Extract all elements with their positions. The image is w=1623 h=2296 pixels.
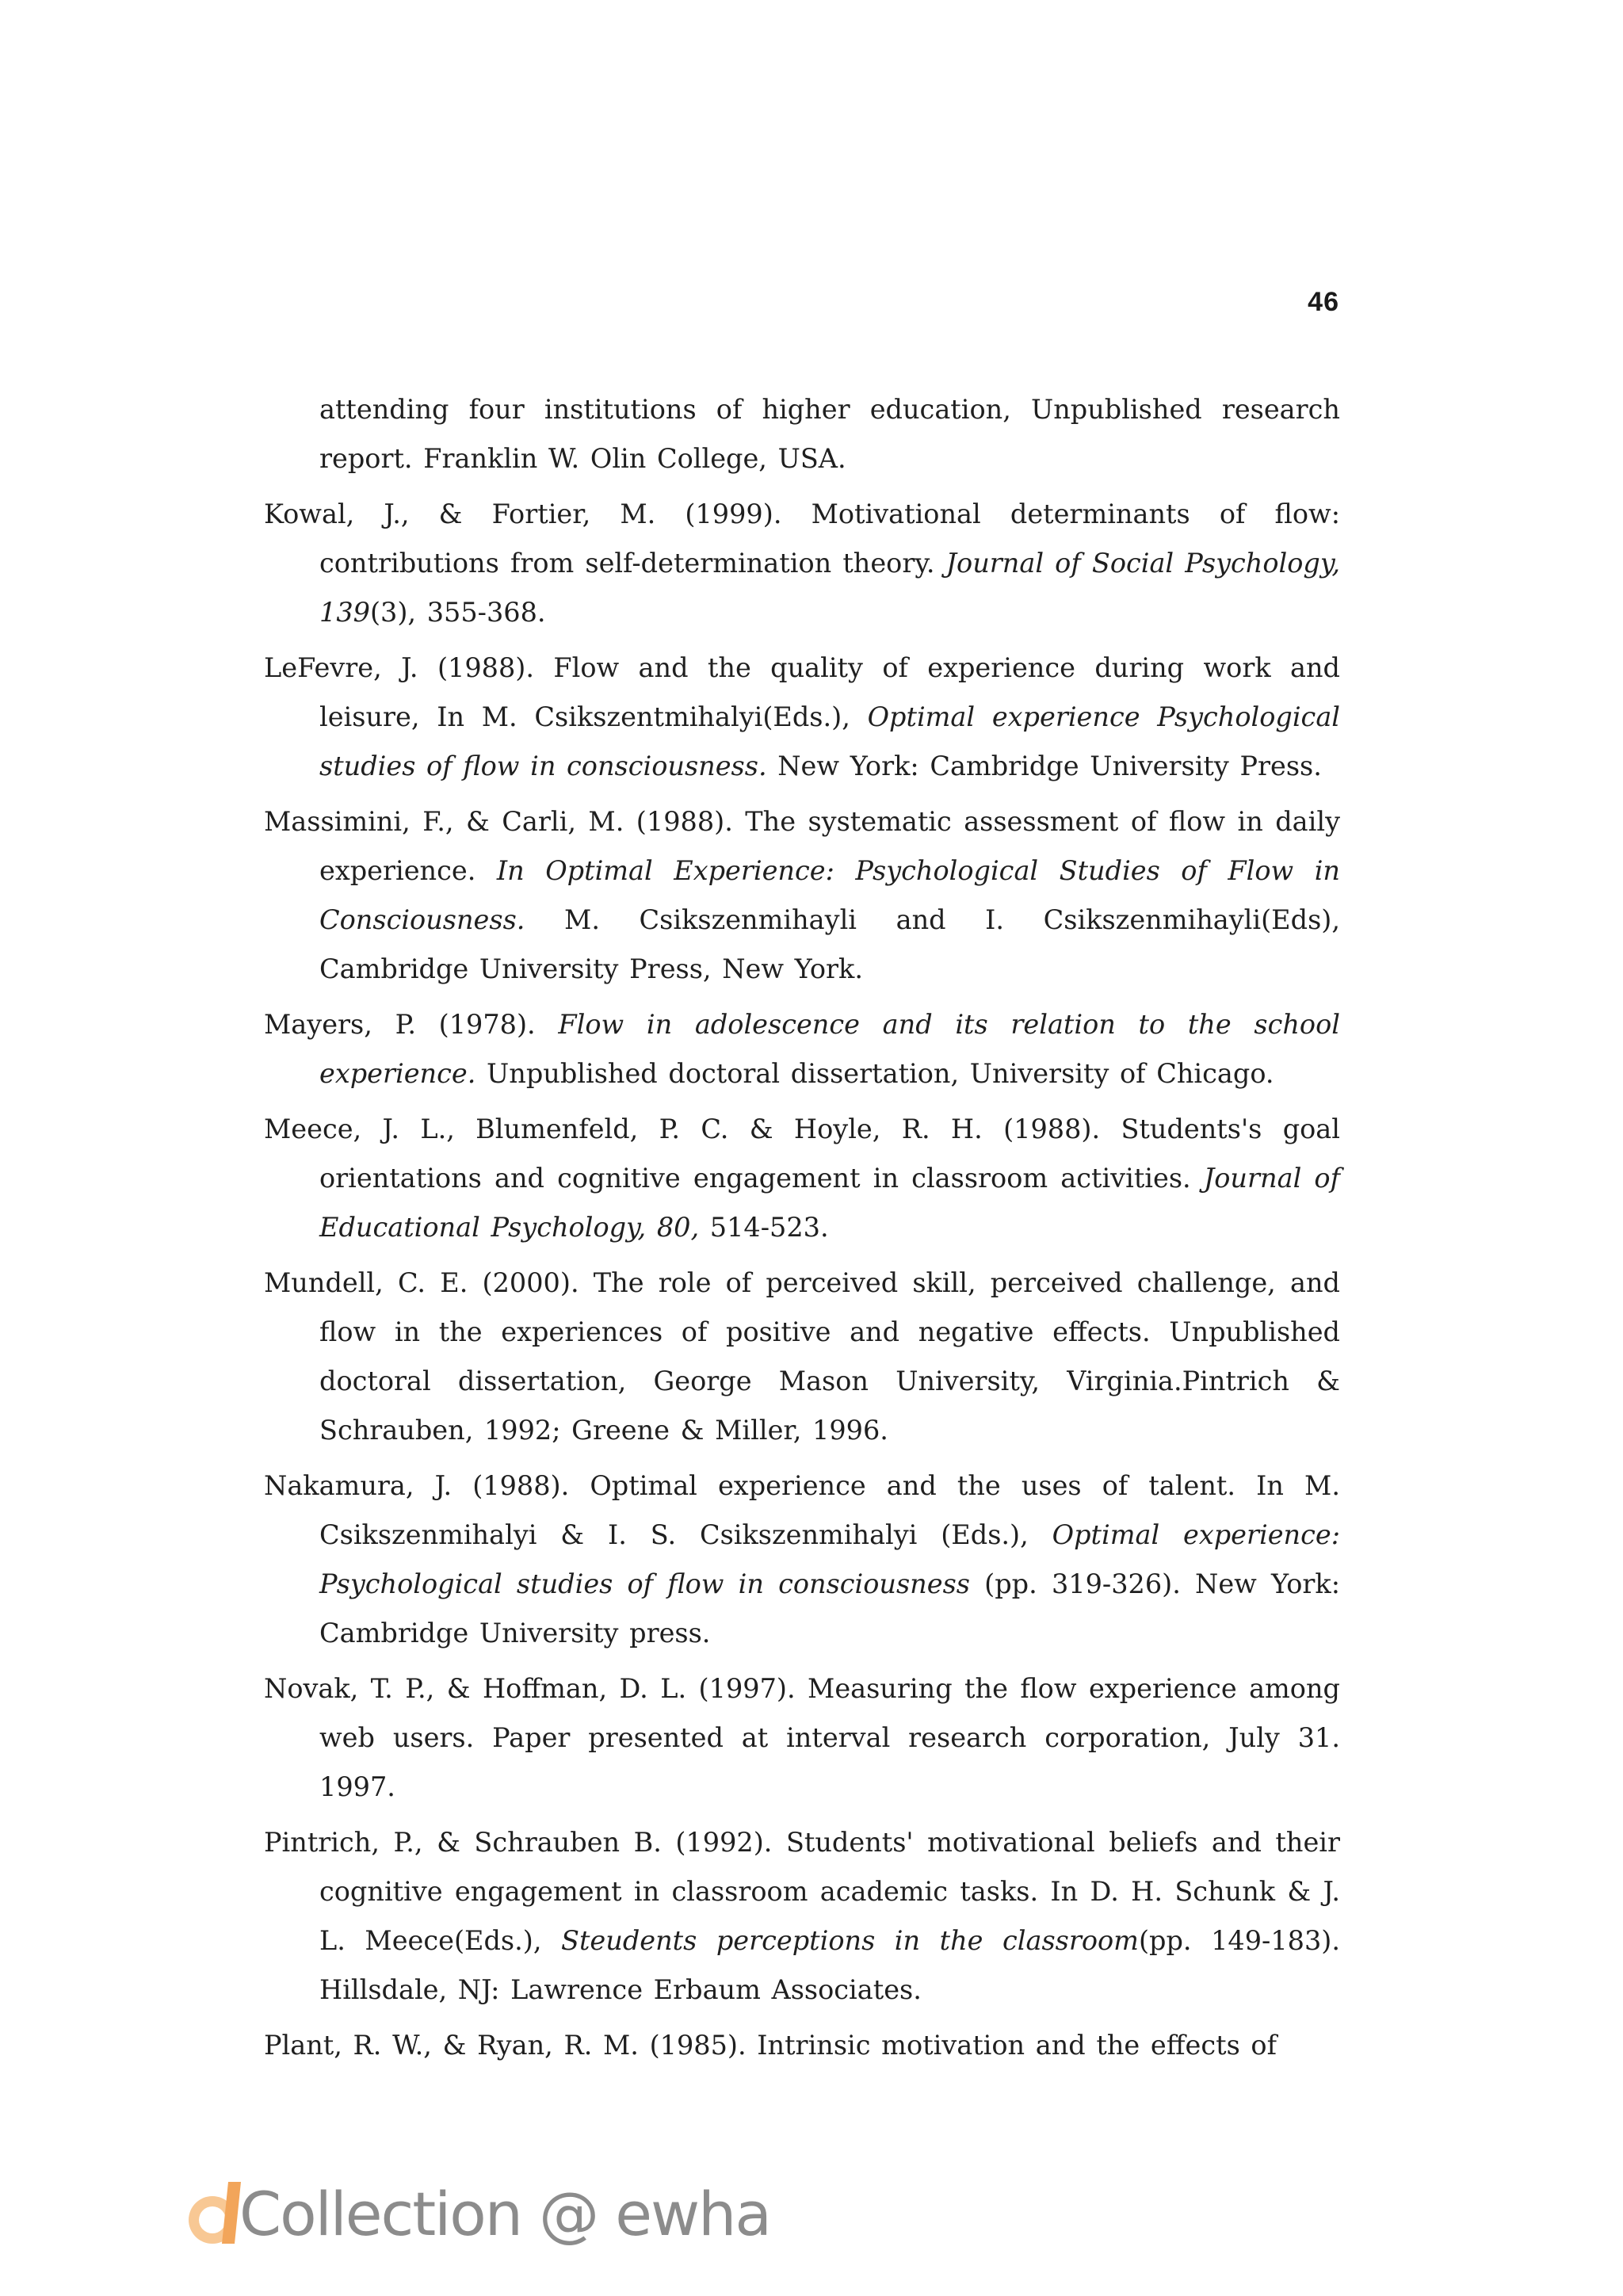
- reference-text: New York: Cambridge University Press.: [766, 751, 1322, 781]
- reference-text: (pp. 319-326). New York: Cambridge University press.: [319, 1568, 1340, 1648]
- reference-entry: [264, 1818, 1340, 2015]
- reference-entry: [264, 385, 1340, 483]
- page-number: 46: [1308, 287, 1339, 317]
- reference-entry: [264, 490, 1340, 637]
- reference-list: [264, 385, 1340, 2076]
- reference-text: 514-523.: [699, 1212, 829, 1243]
- reference-entry: [264, 1259, 1340, 1455]
- reference-text: attending four institutions of higher education, Unpublished research report. Franklin W. Olin College, USA.: [319, 394, 1340, 474]
- reference-entry: [264, 1000, 1340, 1098]
- reference-entry: [264, 2021, 1340, 2070]
- reference-title: Optimal experience: Psychological studies of flow in consciousness: [319, 1519, 1340, 1599]
- reference-title: Journal of Educational Psychology, 80,: [319, 1163, 1340, 1243]
- logo-text: Collection @ ewha: [239, 2178, 770, 2249]
- reference-entry: [264, 644, 1340, 791]
- reference-title: Optimal experience Psychological studies of flow in consciousness.: [319, 701, 1341, 781]
- reference-text: Massimini, F., & Carli, M. (1988). The systematic assessment of flow in daily experience.: [264, 806, 1340, 886]
- reference-entry: [264, 1461, 1340, 1658]
- reference-text: Kowal, J., & Fortier, M. (1999). Motivational determinants of flow: contributions from self-determination theory.: [264, 499, 1340, 579]
- reference-text: (pp. 149-183). Hillsdale, NJ: Lawrence Erbaum Associates.: [319, 1925, 1341, 2005]
- reference-text: Meece, J. L., Blumenfeld, P. C. & Hoyle, R. H. (1988). Students's goal orientations and cognitive engagement in classroom activities.: [264, 1114, 1340, 1194]
- reference-title: Steudents perceptions in the classroom: [561, 1925, 1139, 1956]
- reference-text: Mundell, C. E. (2000). The role of perceived skill, perceived challenge, and flow in the experiences of positive and negative effects. Unpublished doctoral dissertation, George Mason University, Virginia.Pintrich & Schrauben, 1992; Greene & Miller, 1996.: [264, 1267, 1340, 1446]
- reference-title: In Optimal Experience: Psychological Studies of Flow in Consciousness.: [319, 855, 1340, 935]
- reference-text: Pintrich, P., & Schrauben B. (1992). Students' motivational beliefs and their cognitive engagement in classroom academic tasks. In D. H. Schunk & J. L. Meece(Eds.),: [264, 1827, 1340, 1956]
- reference-text: (3), 355-368.: [369, 597, 546, 628]
- reference-text: Unpublished doctoral dissertation, University of Chicago.: [475, 1058, 1274, 1089]
- reference-title: Journal of Social Psychology, 139: [319, 548, 1340, 628]
- reference-entry: [264, 797, 1340, 994]
- reference-text: Plant, R. W., & Ryan, R. M. (1985). Intrinsic motivation and the effects of: [264, 2030, 1277, 2061]
- reference-entry: [264, 1664, 1340, 1812]
- reference-text: M. Csikszenmihayli and I. Csikszenmihayli(Eds), Cambridge University Press, New York.: [319, 904, 1340, 984]
- reference-text: LeFevre, J. (1988). Flow and the quality of experience during work and leisure, In M. Csikszentmihalyi(Eds.),: [264, 652, 1340, 732]
- dcollection-mark-icon: [182, 2174, 254, 2253]
- dcollection-logo: [182, 2170, 770, 2257]
- reference-text: Mayers, P. (1978).: [264, 1009, 559, 1040]
- reference-title: Flow in adolescence and its relation to the school experience.: [319, 1009, 1340, 1089]
- reference-text: Nakamura, J. (1988). Optimal experience and the uses of talent. In M. Csikszenmihalyi & I. S. Csikszenmihalyi (Eds.),: [264, 1470, 1340, 1550]
- reference-text: Novak, T. P., & Hoffman, D. L. (1997). Measuring the flow experience among web users. Paper presented at interval research corporation, July 31. 1997.: [264, 1673, 1340, 1802]
- reference-entry: [264, 1105, 1340, 1252]
